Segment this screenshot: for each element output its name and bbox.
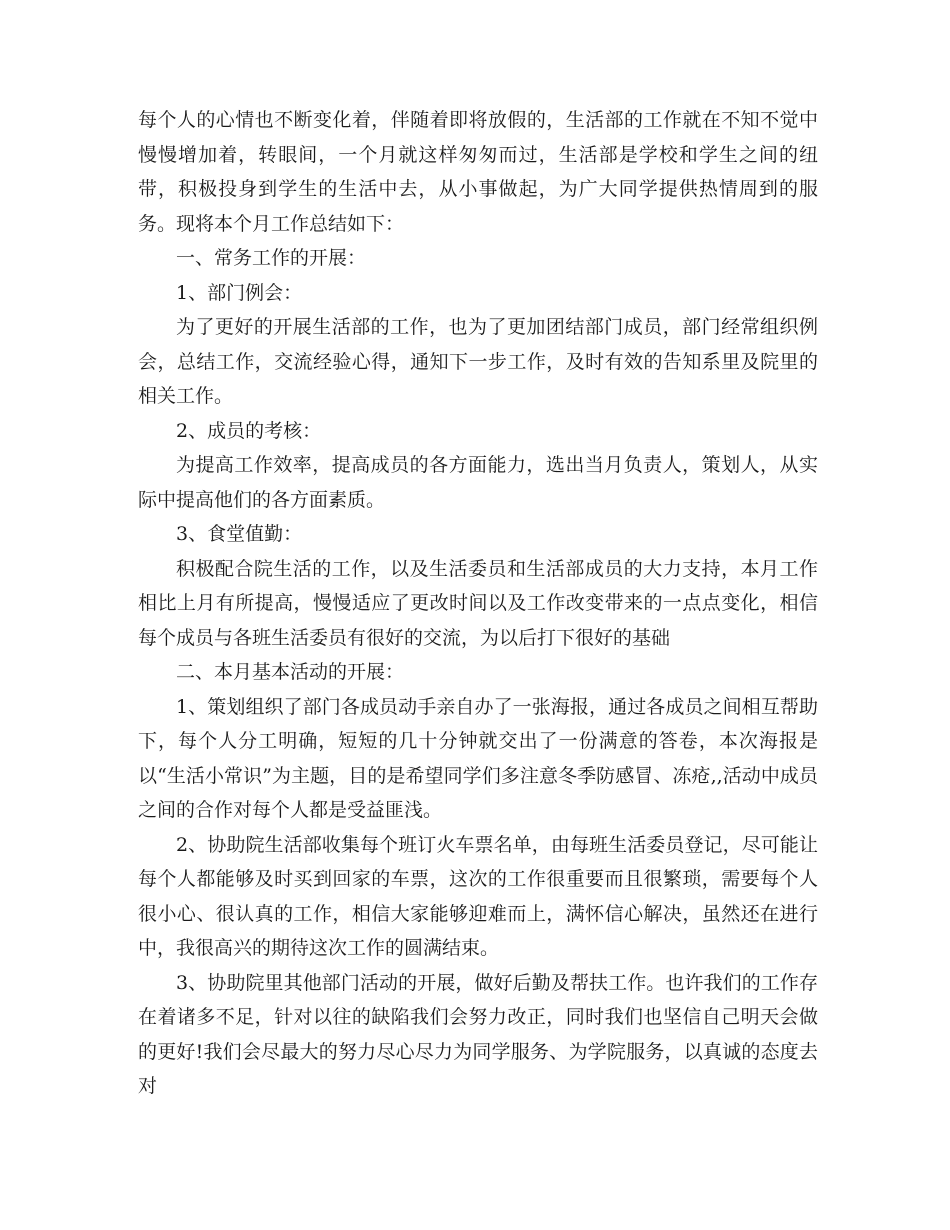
paragraph-department-meeting: 为了更好的开展生活部的工作，也为了更加团结部门成员，部门经常组织例会，总结工作，交流经验心得，通知下一步工作，及时有效的告知系里及院里的相关工作。: [138, 316, 818, 407]
paragraph-canteen-duty: 积极配合院生活的工作，以及生活委员和生活部成员的大力支持，本月工作相比上月有所提高，慢慢适应了更改时间以及工作改变带来的一点点变化，相信每个成员与各班生活委员有很好的交流，为以后打下很好的基础: [138, 557, 818, 649]
paragraph-activity-poster: 1、策划组织了部门各成员动手亲自办了一张海报，通过各成员之间相互帮助下，每个人分工明确，短短的几十分钟就交出了一份满意的答卷，本次海报是以“生活小常识”为主题，目的是希望同学们多注意冬季防感冒、冻疮,,活动中成员之间的合作对每个人都是受益匪浅。: [138, 695, 818, 821]
section-heading-routine-work: 一、常务工作的开展：: [176, 247, 367, 269]
document-body: [138, 103, 818, 1104]
paragraph-intro: 每个人的心情也不断变化着，伴随着即将放假的，生活部的工作就在不知不觉中慢慢增加着，转眼间，一个月就这样匆匆而过，生活部是学校和学生之间的纽带，积极投身到学生的生活中去，从小事做起，为广大同学提供热情周到的服务。现将本个月工作总结如下：: [138, 109, 818, 235]
paragraph-member-assessment: 为提高工作效率，提高成员的各方面能力，选出当月负责人，策划人，从实际中提高他们的各方面素质。: [138, 454, 818, 511]
subheading-canteen-duty: 3、食堂值勤：: [176, 523, 303, 545]
paragraph-activity-support: 3、协助院里其他部门活动的开展，做好后勤及帮扶工作。也许我们的工作存在着诸多不足，针对以往的缺陷我们会努力改正，同时我们也坚信自己明天会做的更好!我们会尽最大的努力尽心尽力为同学服务、为学院服务，以真诚的态度去对: [138, 971, 818, 1097]
paragraph-activity-train-tickets: 2、协助院生活部收集每个班订火车票名单，由每班生活委员登记，尽可能让每个人都能够及时买到回家的车票，这次的工作很重要而且很繁琐，需要每个人很小心、很认真的工作，相信大家能够迎难而上，满怀信心解决，虽然还在进行中，我很高兴的期待这次工作的圆满结束。: [138, 833, 818, 959]
section-heading-monthly-activities: 二、本月基本活动的开展：: [176, 661, 405, 683]
subheading-member-assessment: 2、成员的考核：: [176, 419, 322, 442]
subheading-department-meeting: 1、部门例会：: [176, 281, 303, 304]
